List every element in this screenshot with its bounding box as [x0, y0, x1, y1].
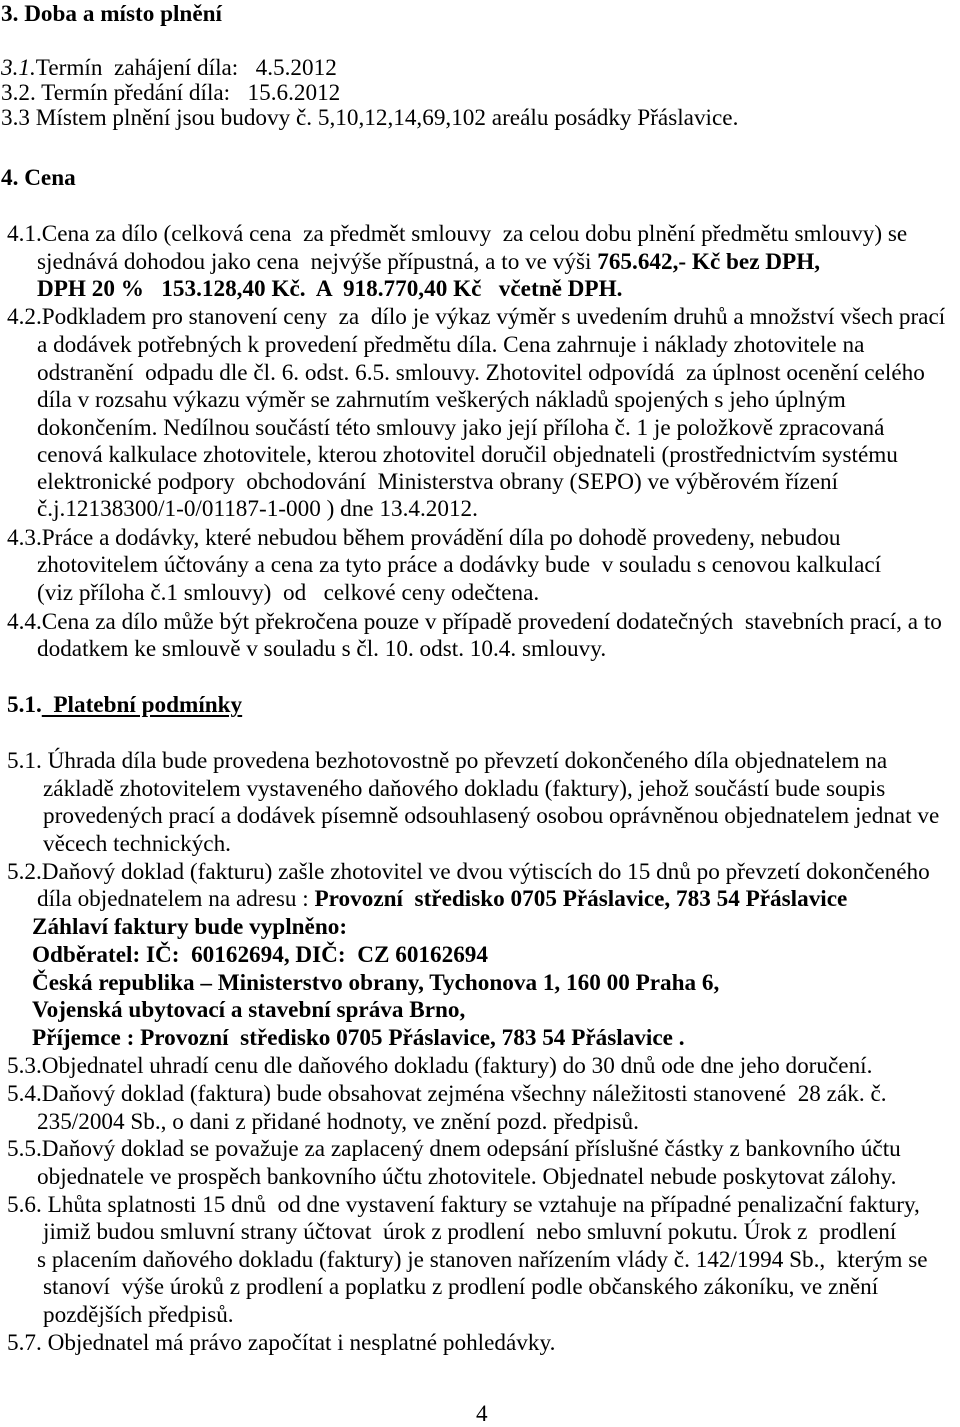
item-3-1: [1, 54, 337, 82]
section-3-heading: 3. Doba a místo plnění: [1, 1, 222, 27]
item-5-6-line: 5.6. Lhůta splatnosti 15 dnů od dne vystavení faktury se vztahuje na případné penalizační faktury,: [7, 1192, 920, 1218]
item-5-1-line: provedených prací a dodávek písemně odsouhlasený osobou oprávněnou objednatelem jednat ve: [43, 803, 940, 829]
item-4-2-line: cenová kalkulace zhotovitele, kterou zhotovitel doručil objednateli (prostřednictvím systému: [37, 442, 898, 468]
item-5-2-address-text: díla objednatelem na adresu :: [37, 886, 315, 912]
item-3-3: 3.3 Místem plnění jsou budovy č. 5,10,12,14,69,102 areálu posádky Přáslavice.: [1, 105, 739, 131]
section-5-heading: [7, 691, 242, 719]
item-5-3-line: 5.3.Objednatel uhradí cenu dle daňového dokladu (faktury) do 30 dnů ode dne jeho doručení.: [7, 1053, 873, 1079]
item-5-6-line: s placením daňového dokladu (faktury) je stanoven nařízením vlády č. 142/1994 Sb., kterým se: [37, 1247, 928, 1273]
item-4-2-line: dokončením. Nedílnou součástí této smlouvy jako její příloha č. 1 je položkově zpracovaná: [37, 415, 885, 441]
section-5-heading-number: 5.1.: [7, 692, 42, 718]
item-4-2-line: a dodávek potřebných k provedení předmětu díla. Cena zahrnuje i náklady zhotovitele na: [37, 332, 865, 358]
section-5-heading-title: Platební podmínky: [41, 692, 243, 718]
item-5-5-line: 5.5.Daňový doklad se považuje za zaplacený dnem odepsání příslušné částky z bankovního účtu: [7, 1136, 901, 1162]
item-3-1-text: Termín zahájení díla: 4.5.2012: [35, 55, 337, 81]
item-5-1-line: základě zhotovitelem vystaveného daňového dokladu (faktury), jehož součástí bude soupis: [43, 776, 886, 802]
item-5-1-line: věcech technických.: [43, 831, 231, 857]
page-number: 4: [476, 1401, 488, 1427]
invoice-header-line: Odběratel: IČ: 60162694, DIČ: CZ 60162694: [32, 942, 488, 968]
item-4-2-line: 4.2.Podkladem pro stanovení ceny za dílo je výkaz výměr s uvedením druhů a množství všech prací: [7, 304, 946, 330]
item-4-4-line: 4.4.Cena za dílo může být překročena pouze v případě provedení dodatečných stavebních prací, a to: [7, 609, 942, 635]
item-4-1-vat-line: DPH 20 % 153.128,40 Kč. A 918.770,40 Kč včetně DPH.: [37, 276, 623, 302]
invoice-header-line: Příjemce : Provozní středisko 0705 Přáslavice, 783 54 Přáslavice .: [32, 1025, 685, 1051]
item-5-5-line: objednatele ve prospěch bankovního účtu zhotovitele. Objednatel nebude poskytovat zálohy.: [37, 1164, 897, 1190]
item-5-6-line: pozdějších předpisů.: [43, 1302, 234, 1328]
item-4-4-line: dodatkem ke smlouvě v souladu s čl. 10. odst. 10.4. smlouvy.: [37, 636, 607, 662]
invoice-header-line: Česká republika – Ministerstvo obrany, Tychonova 1, 160 00 Praha 6,: [32, 970, 720, 996]
item-5-6-line: stanoví výše úroků z prodlení a poplatku z prodlení podle občanského zákoníku, ve znění: [43, 1274, 879, 1300]
item-4-2-line: díla v rozsahu výkazu výměr se zahrnutím veškerých nákladů spojených s jeho úplným: [37, 387, 846, 413]
item-4-3-line: zhotovitelem účtovány a cena za tyto práce a dodávky bude v souladu s cenovou kalkulací: [37, 552, 882, 578]
item-4-2-line: elektronické podpory obchodování Ministerstva obrany (SEPO) ve výběrovém řízení: [37, 469, 839, 495]
item-4-2-line: č.j.12138300/1-0/01187-1-000 ) dne 13.4.2012.: [37, 496, 478, 522]
invoice-header-title: Záhlaví faktury bude vyplněno:: [32, 914, 348, 940]
item-4-1-line: 4.1.Cena za dílo (celková cena za předmět smlouvy za celou dobu plnění předmětu smlouvy) se: [7, 221, 908, 247]
item-3-2: 3.2. Termín předání díla: 15.6.2012: [1, 80, 341, 106]
section-4-heading: 4. Cena: [1, 165, 76, 191]
item-5-2-address-line: [37, 885, 847, 913]
delivery-address: Provozní středisko 0705 Přáslavice, 783 54 Přáslavice: [314, 886, 848, 912]
item-4-2-line: odstranění odpadu dle čl. 6. odst. 6.5. smlouvy. Zhotovitel odpovídá za úplnost ocenění celého: [37, 360, 925, 386]
price-excl-vat: 765.642,- Kč bez DPH,: [597, 249, 821, 275]
invoice-header-line: Vojenská ubytovací a stavební správa Brno,: [32, 997, 466, 1023]
item-4-1-price-line: [37, 248, 820, 276]
item-5-4-line: 235/2004 Sb., o dani z přidané hodnoty, ve znění pozd. předpisů.: [37, 1109, 639, 1135]
item-5-1-line: 5.1. Úhrada díla bude provedena bezhotovostně po převzetí dokončeného díla objednatelem na: [7, 748, 888, 774]
item-5-2-line: 5.2.Daňový doklad (fakturu) zašle zhotovitel ve dvou výtiscích do 15 dnů po převzetí dokončeného: [7, 859, 930, 885]
item-3-1-number: 3.1.: [1, 55, 36, 81]
item-4-1-price-text: sjednává dohodou jako cena nejvýše přípustná, a to ve výši: [37, 249, 598, 275]
item-4-3-line: (viz příloha č.1 smlouvy) od celkové ceny odečtena.: [37, 580, 540, 606]
item-5-7-line: 5.7. Objednatel má právo započítat i nesplatné pohledávky.: [7, 1330, 556, 1356]
item-4-3-line: 4.3.Práce a dodávky, které nebudou během provádění díla po dohodě provedeny, nebudou: [7, 525, 841, 551]
item-5-6-line: jimiž budou smluvní strany účtovat úrok z prodlení nebo smluvní pokutu. Úrok z prodlení: [43, 1219, 897, 1245]
item-5-4-line: 5.4.Daňový doklad (faktura) bude obsahovat zejména všechny náležitosti stanovené 28 zák. č.: [7, 1081, 887, 1107]
